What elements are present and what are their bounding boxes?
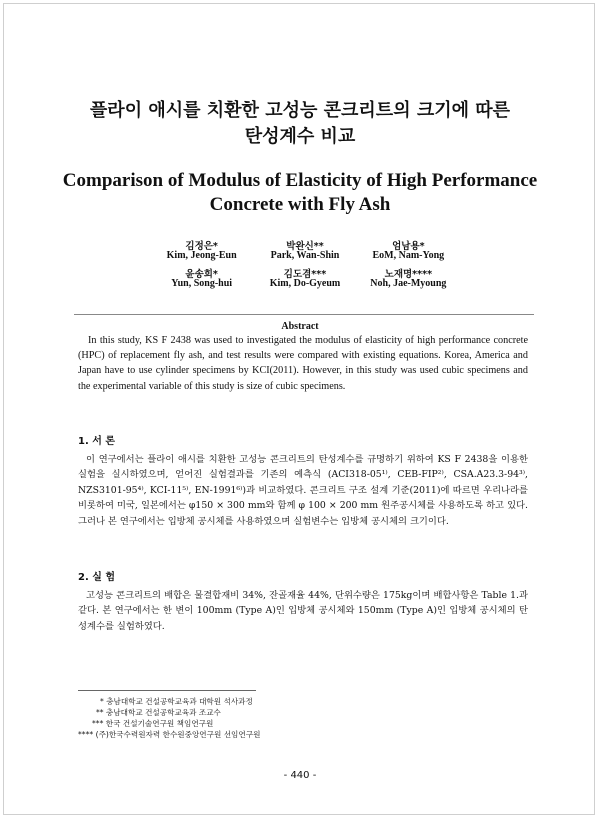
title-korean-line-2: 탄성계수 비교 (244, 126, 356, 147)
abstract-text: In this study, KS F 2438 was used to investigated the modulus of elasticity of high performance concrete (HPC) of replacement fly ash, and test results were compared with existing equations. Korea, America and Japan have to use cylinder specimens by KCI(2011). However, in this study was used cubic specimens and the experimental variable of this study is size of cubic specimens. (78, 335, 528, 392)
author-name-korean: 엄남용* (392, 241, 425, 252)
abstract-heading: Abstract (281, 321, 319, 332)
page-number: - 440 - (283, 770, 317, 781)
author-name-english: Kim, Jeong-Eun (166, 250, 237, 261)
author-block (150, 238, 460, 290)
section-text-experiment: 고성능 콘크리트의 배합은 물결합재비 34%, 잔골재율 44%, 단위수량은 175kg이며 배합사항은 Table 1.과 같다. 본 연구에서는 한 변이 100mm (Type A)인 입방체 공시체와 150mm (Type A)인 입방체 공시체의 탄성계수를 실험하였다. (78, 590, 528, 632)
author-name-korean: 김도겸*** (283, 269, 327, 280)
footnote: * 충남대학교 건설공학교육과 대학원 석사과정 (100, 697, 253, 706)
section-heading-introduction: 1. 서 론 (78, 436, 116, 447)
footnote: ** 충남대학교 건설공학교육과 조교수 (96, 708, 221, 717)
author-row-korean (150, 266, 460, 278)
author-name-english: Kim, Do-Gyeum (269, 278, 341, 289)
title-english-line-2: Concrete with Fly Ash (209, 194, 391, 215)
section-text-introduction: 이 연구에서는 플라이 애시를 치환한 고성능 콘크리트의 탄성계수를 규명하기 위하여 KS F 2438을 이용한 실험을 실시하였으며, 얻어진 실험결과를 기존의 예측식 (ACI318-05¹⁾, CEB-FIP²⁾, CSA.A23.3-94³⁾, NZS3101-95⁴⁾, KCI-11⁵⁾, EN-1991⁶⁾)과 비교하였다. 콘크리트 구조 설계 기준(2011)에 따르면 우리나라를 비롯하여 미국, 일본에서는 φ150 × 300 mm와 함께 φ 100 × 200 mm 원주공시체를 사용하도록 하고 있다. 그러나 본 연구에서는 입방체 공시체를 사용하였으며 실험변수는 입방체 공시체의 크기이다. (78, 454, 528, 527)
section-heading-experiment: 2. 실 험 (78, 572, 116, 583)
author-row-korean (150, 238, 460, 250)
author-name-korean: 윤송희* (185, 269, 218, 280)
author-name-english: Yun, Song-hui (171, 278, 233, 289)
author-name-korean: 노재명**** (384, 269, 433, 280)
author-name-korean: 김정은* (185, 241, 218, 252)
footnote: **** (주)한국수력원자력 한수원중앙연구원 선임연구원 (78, 730, 261, 739)
title-english-line-1: Comparison of Modulus of Elasticity of High Performance (62, 170, 538, 191)
footnotes (78, 696, 261, 740)
author-name-english: Park, Wan-Shin (270, 250, 340, 261)
title-korean-line-1: 플라이 애시를 치환한 고성능 콘크리트의 크기에 따른 (89, 100, 511, 121)
author-row-english (150, 278, 460, 290)
author-name-english: Noh, Jae-Myoung (370, 278, 447, 289)
author-row-english (150, 250, 460, 262)
author-name-english: EoM, Nam-Yong (372, 250, 445, 261)
header-divider (74, 314, 534, 315)
footnote-divider (78, 690, 256, 691)
author-name-korean: 박완신** (286, 241, 324, 252)
footnote: *** 한국 건설기술연구원 책임연구원 (92, 719, 214, 728)
